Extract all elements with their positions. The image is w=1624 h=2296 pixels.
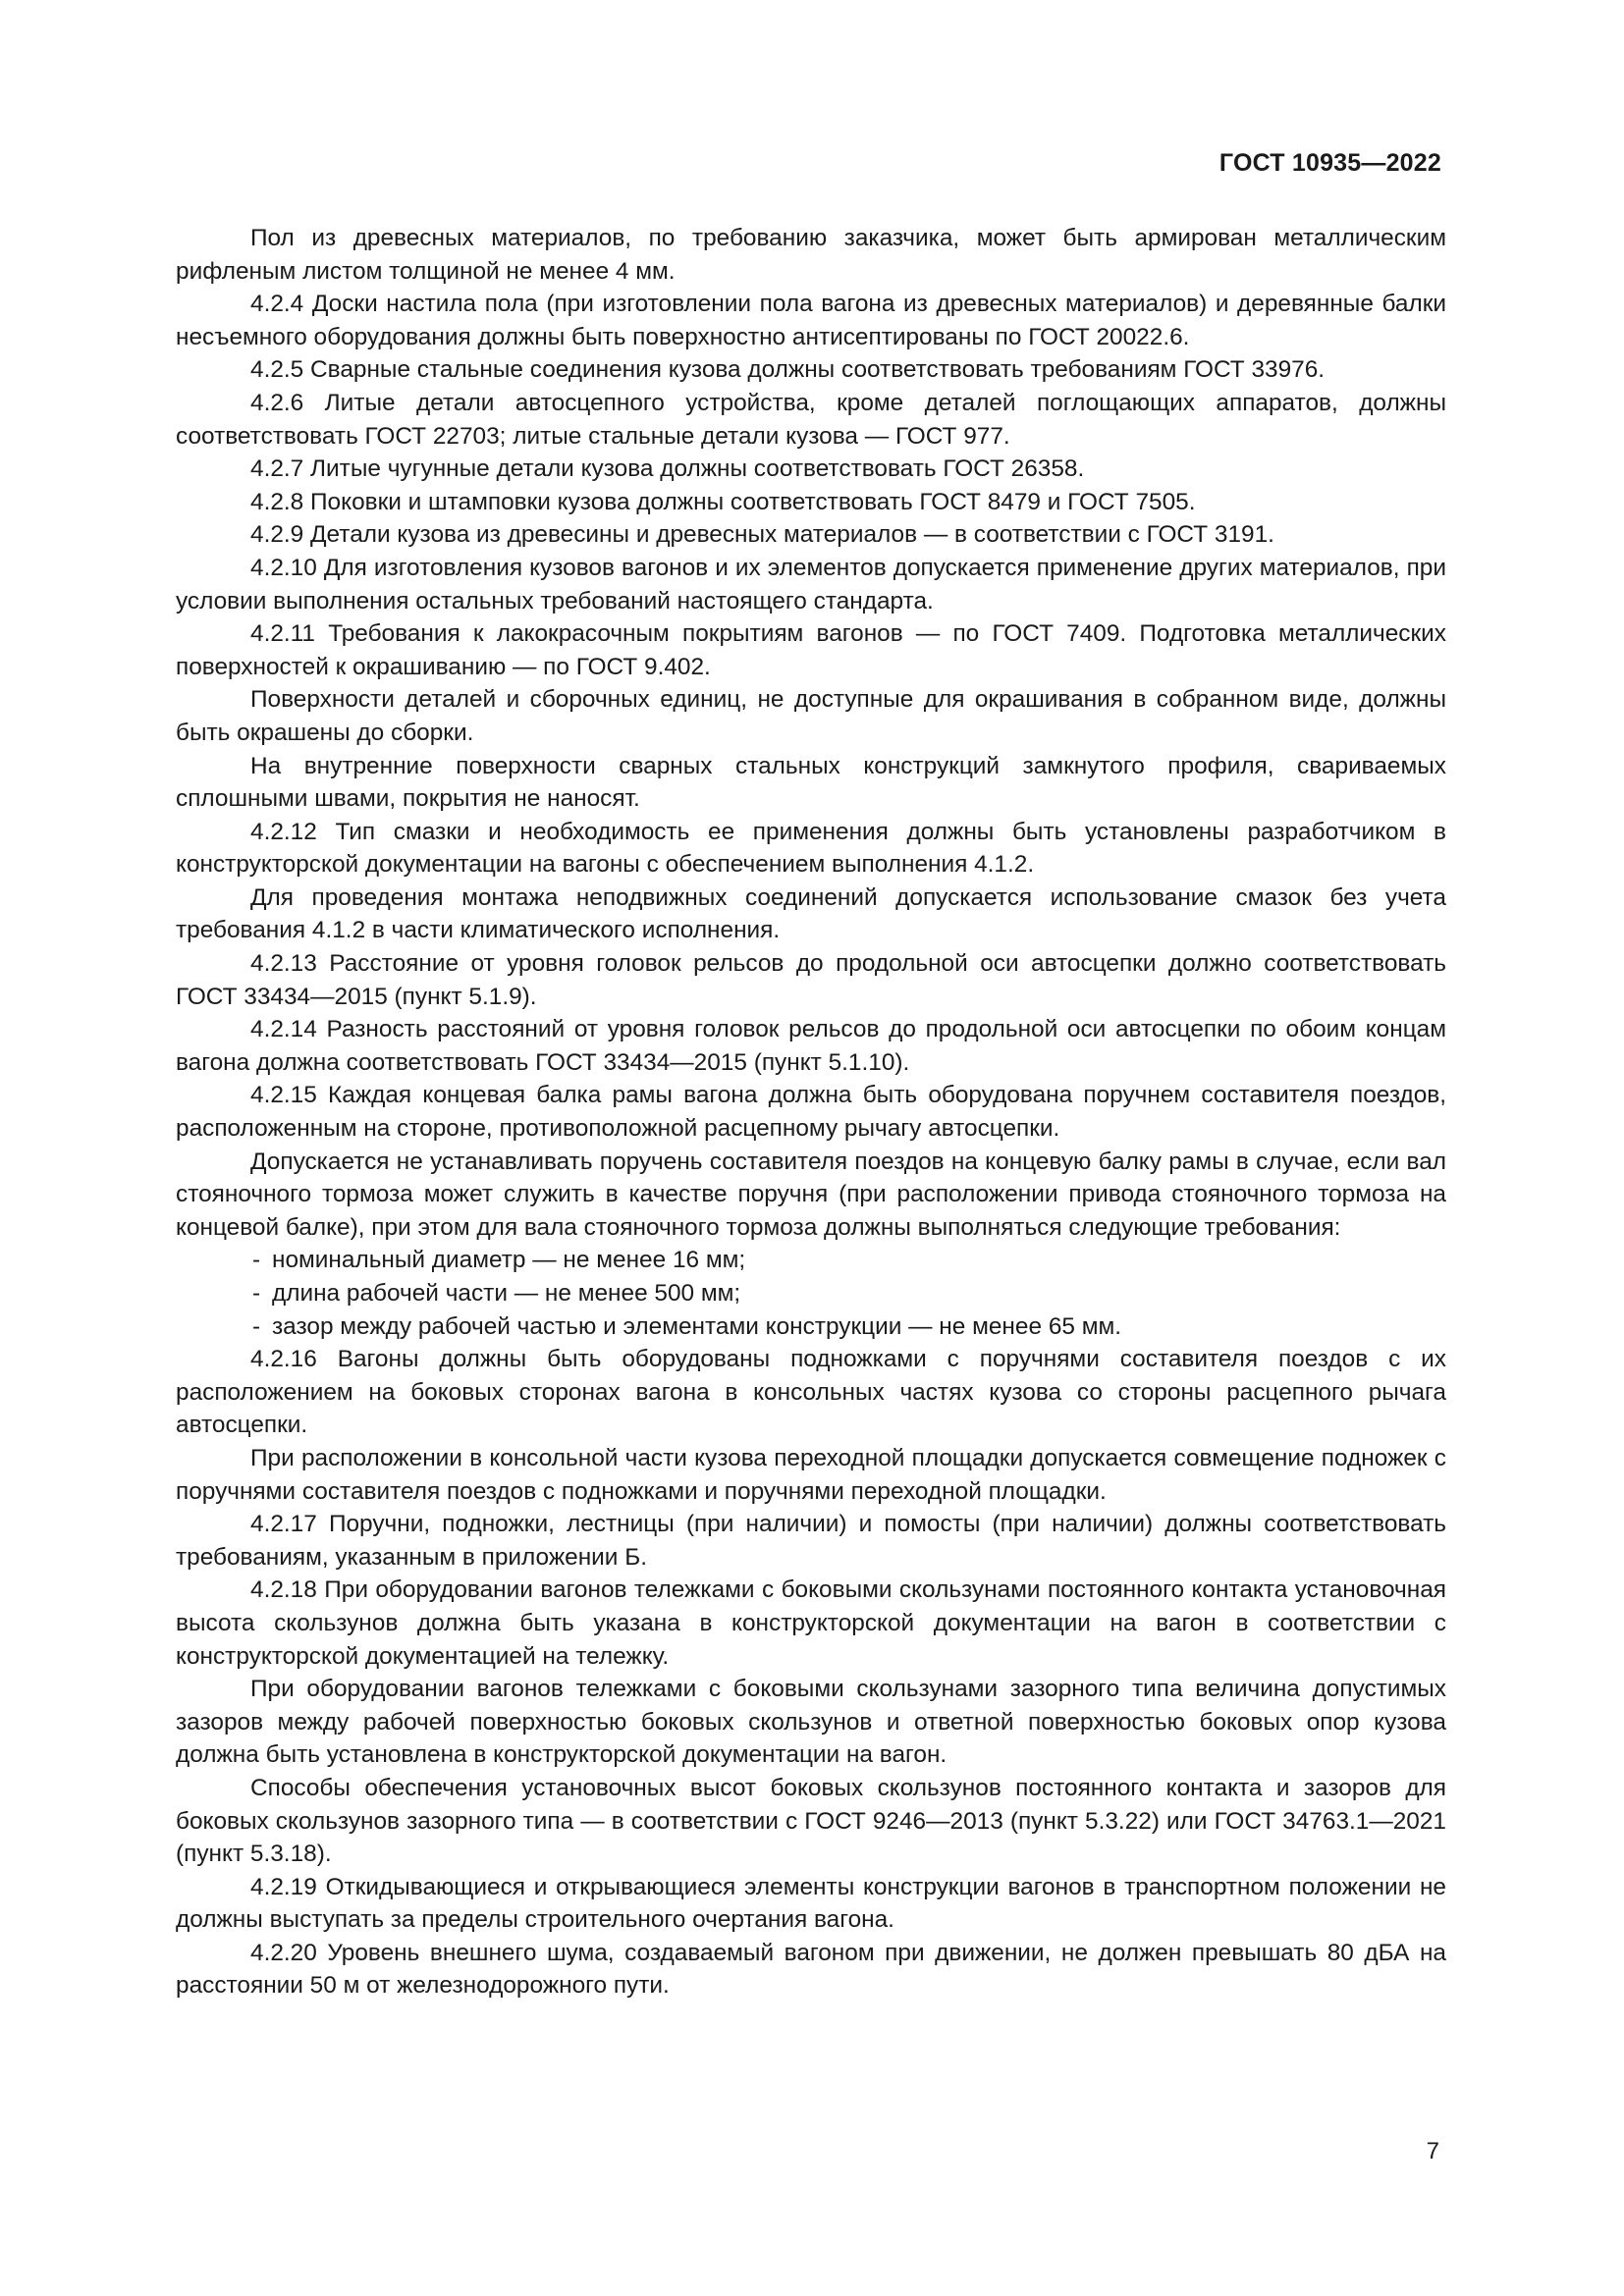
paragraph-4-2-17: 4.2.17 Поручни, подножки, лестницы (при наличии) и помосты (при наличии) должны соответствовать требованиям, указанным в приложении Б. [176, 1511, 1446, 1571]
list-item [176, 1310, 1446, 1344]
dash-bullet-icon: - [252, 1280, 261, 1307]
list-item-text: зазор между рабочей частью и элементами конструкции — не менее 65 мм. [272, 1312, 1122, 1340]
paragraph-4-2-8: 4.2.8 Поковки и штамповки кузова должны соответствовать ГОСТ 8479 и ГОСТ 7505. [250, 488, 1196, 515]
requirements-list [176, 1244, 1446, 1343]
list-item [176, 1244, 1446, 1277]
paragraph-4-2-4: 4.2.4 Доски настила пола (при изготовлении пола вагона из древесных материалов) и деревянные балки несъемного оборудования должны быть поверхностно антисептированы по ГОСТ 20022.6. [176, 291, 1446, 350]
dash-bullet-icon: - [252, 1247, 261, 1274]
paragraph: Способы обеспечения установочных высот боковых скользунов постоянного контакта и зазоров для боковых скользунов зазорного типа — в соответствии с ГОСТ 9246—2013 (пункт 5.3.22) или ГОСТ 34763.1—2021 (пункт 5.3.18). [176, 1774, 1446, 1868]
paragraph-4-2-12: 4.2.12 Тип смазки и необходимость ее применения должны быть установлены разработчиком в конструкторской документации на вагоны с обеспечением выполнения 4.1.2. [176, 818, 1446, 879]
paragraph: При оборудовании вагонов тележками с боковыми скользунами зазорного типа величина допустимых зазоров между рабочей поверхностью боковых скользунов и ответной поверхностью боковых опор кузова должна быть установлена в конструкторской документации на вагон. [176, 1676, 1446, 1769]
paragraph-4-2-15: 4.2.15 Каждая концевая балка рамы вагона должна быть оборудована поручнем составителя поездов, расположенным на стороне, противоположной расцепному рычагу автосцепки. [176, 1082, 1446, 1143]
paragraph-4-2-16: 4.2.16 Вагоны должны быть оборудованы подножками с поручнями составителя поездов с их расположением на боковых сторонах вагона в консольных частях кузова со стороны расцепного рычага автосцепки. [176, 1346, 1446, 1439]
dash-bullet-icon: - [252, 1312, 261, 1340]
paragraph-4-2-20: 4.2.20 Уровень внешнего шума, создаваемый вагоном при движении, не должен превышать 80 дБА на расстоянии 50 м от железнодорожного пути. [176, 1939, 1446, 2000]
paragraph: Допускается не устанавливать поручень составителя поездов на концевую балку рамы в случае, если вал стояночного тормоза может служить в качестве поручня (при расположении привода стояночного тормоза на концевой балке), при этом для вала стояночного тормоза должны выполняться следующие требования: [176, 1148, 1446, 1241]
document-body [176, 222, 1446, 2002]
paragraph-4-2-13: 4.2.13 Расстояние от уровня головок рельсов до продольной оси автосцепки должно соответствовать ГОСТ 33434—2015 (пункт 5.1.9). [176, 950, 1446, 1010]
paragraph-4-2-18: 4.2.18 При оборудовании вагонов тележками с боковыми скользунами постоянного контакта установочная высота скользунов должна быть указана в конструкторской документации на вагон в соответствии с конструкторской документацией на тележку. [176, 1576, 1446, 1670]
paragraph-4-2-10: 4.2.10 Для изготовления кузовов вагонов и их элементов допускается применение других материалов, при условии выполнения остальных требований настоящего стандарта. [176, 554, 1446, 614]
list-item-text: номинальный диаметр — не менее 16 мм; [272, 1247, 746, 1274]
page-number: 7 [1426, 2138, 1439, 2164]
paragraph-4-2-6: 4.2.6 Литые детали автосцепного устройства, кроме деталей поглощающих аппаратов, должны соответствовать ГОСТ 22703; литые стальные детали кузова — ГОСТ 977. [176, 389, 1446, 450]
paragraph: При расположении в консольной части кузова переходной площадки допускается совмещение подножек с поручнями составителя поездов с подножками и поручнями переходной площадки. [176, 1444, 1446, 1505]
document-code-header: ГОСТ 10935—2022 [1218, 149, 1441, 177]
paragraph-4-2-9: 4.2.9 Детали кузова из древесины и древесных материалов — в соответствии с ГОСТ 3191. [250, 521, 1274, 549]
paragraph-4-2-14: 4.2.14 Разность расстояний от уровня головок рельсов до продольной оси автосцепки по обоим концам вагона должна соответствовать ГОСТ 33434—2015 (пункт 5.1.10). [176, 1016, 1446, 1076]
paragraph-4-2-5: 4.2.5 Сварные стальные соединения кузова должны соответствовать требованиям ГОСТ 33976. [250, 356, 1326, 384]
paragraph: Для проведения монтажа неподвижных соединений допускается использование смазок без учета требования 4.1.2 в части климатического исполнения. [176, 883, 1446, 944]
list-item-text: длина рабочей части — не менее 500 мм; [272, 1280, 741, 1307]
paragraph: На внутренние поверхности сварных стальных конструкций замкнутого профиля, свариваемых сплошными швами, покрытия не наносят. [176, 752, 1446, 813]
paragraph-4-2-7: 4.2.7 Литые чугунные детали кузова должны соответствовать ГОСТ 26358. [250, 455, 1085, 483]
paragraph-4-2-11: 4.2.11 Требования к лакокрасочным покрытиям вагонов — по ГОСТ 7409. Подготовка металлических поверхностей к окрашиванию — по ГОСТ 9.402. [176, 620, 1446, 680]
list-item [176, 1277, 1446, 1310]
paragraph: Поверхности деталей и сборочных единиц, не доступные для окрашивания в собранном виде, должны быть окрашены до сборки. [176, 686, 1446, 746]
paragraph: Пол из древесных материалов, по требованию заказчика, может быть армирован металлическим рифленым листом толщиной не менее 4 мм. [176, 225, 1446, 285]
paragraph-4-2-19: 4.2.19 Откидывающиеся и открывающиеся элементы конструкции вагонов в транспортном положении не должны выступать за пределы строительного очертания вагона. [176, 1873, 1446, 1934]
